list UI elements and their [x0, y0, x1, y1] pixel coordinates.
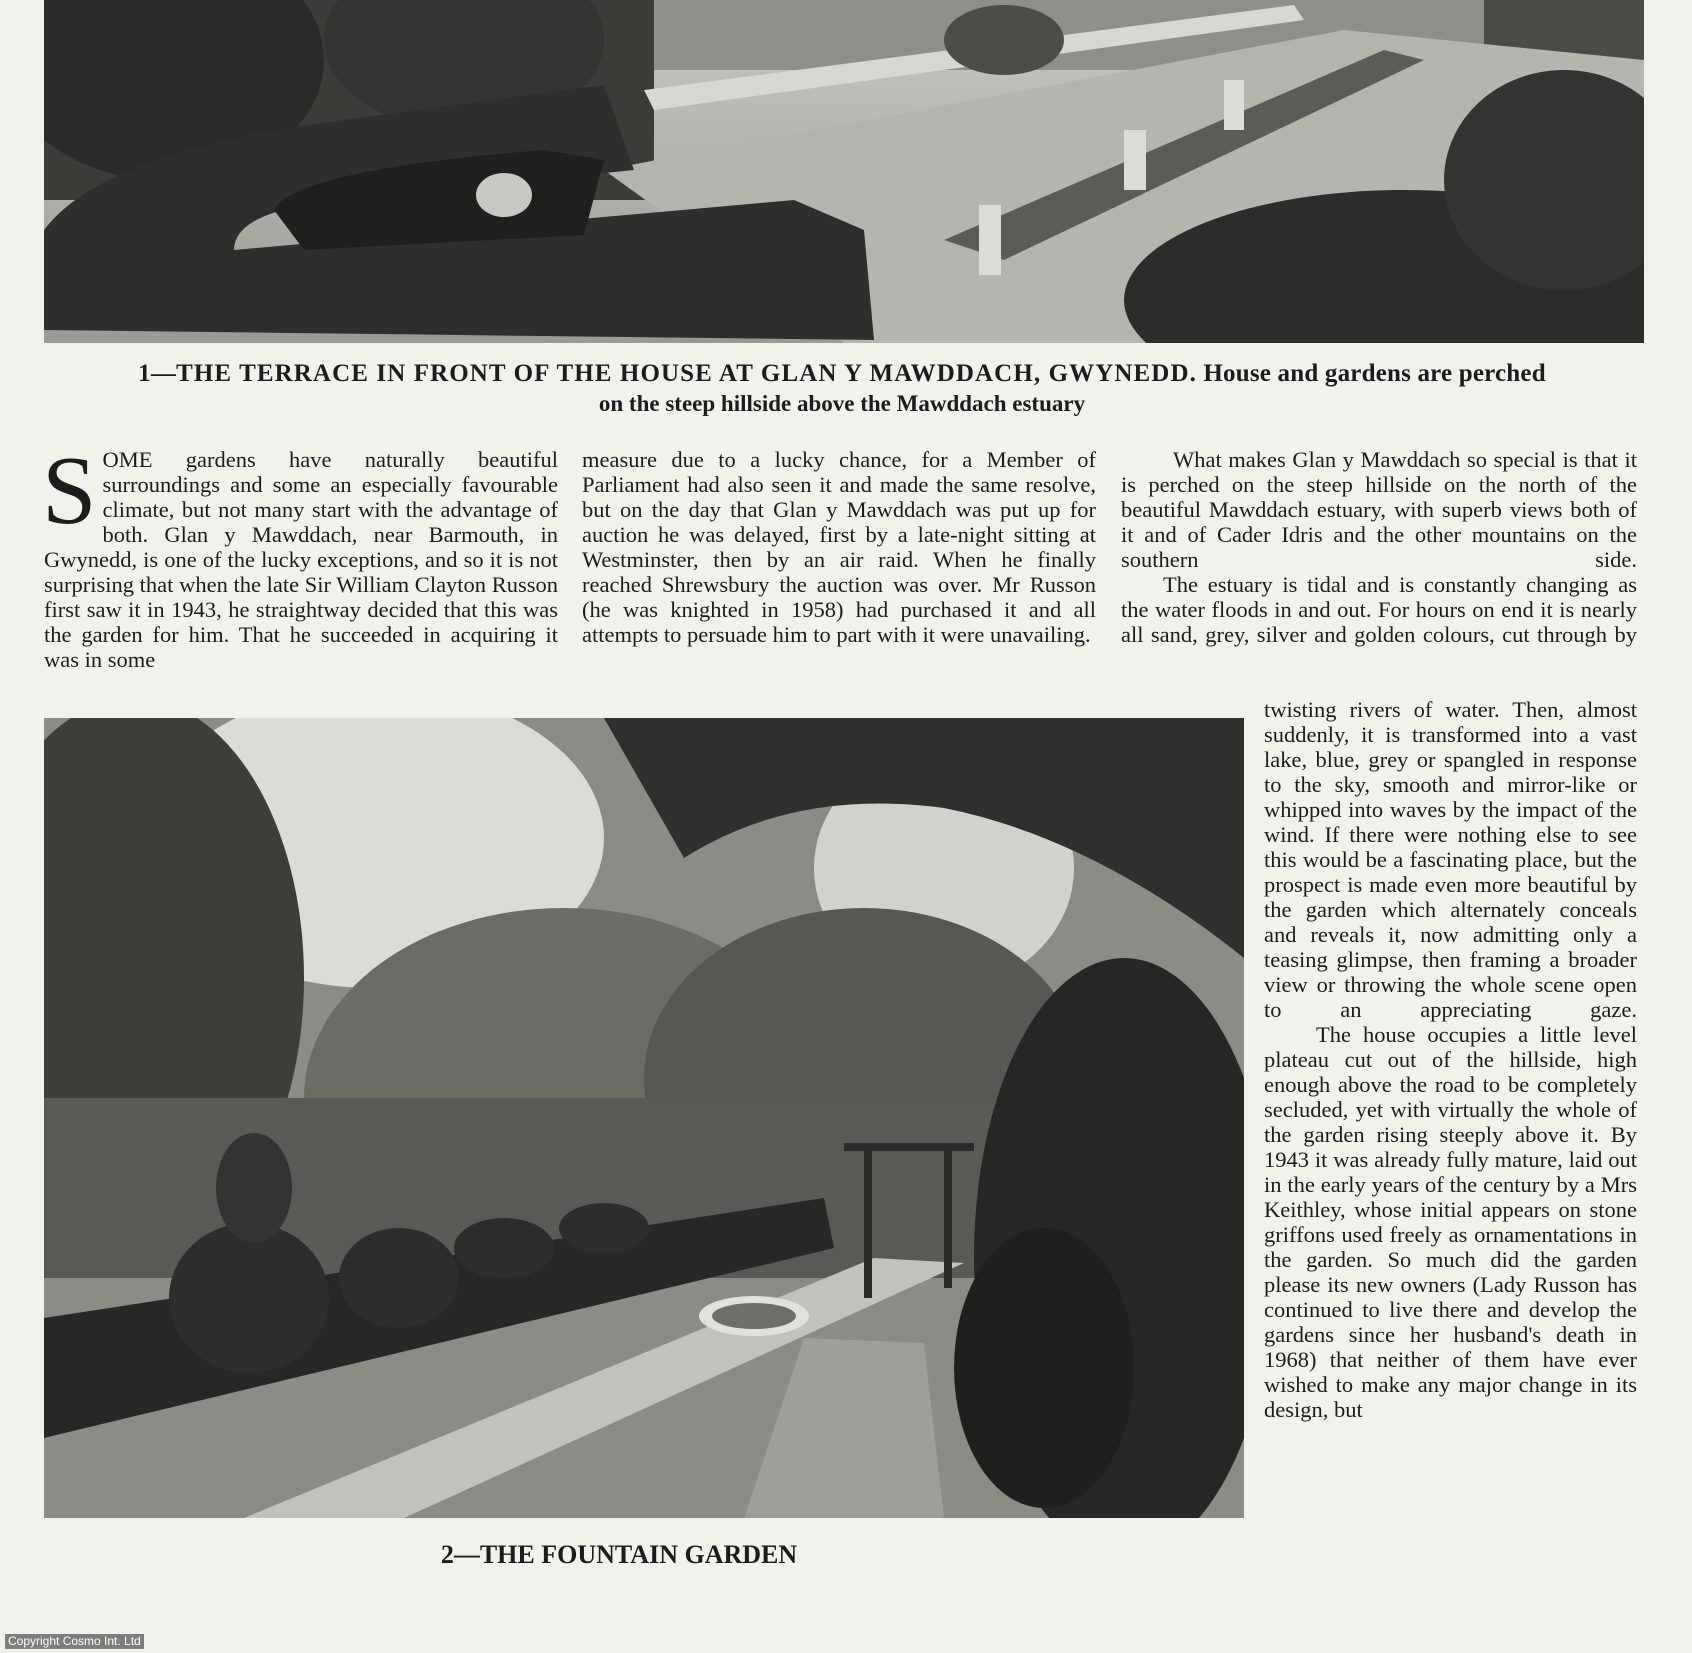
figure-1-caption-number: 1— — [138, 360, 177, 387]
article-column-3 — [1121, 447, 1637, 647]
figure-2-caption: 2—THE FOUNTAIN GARDEN — [440, 1540, 798, 1569]
article-paragraph-4: The house occupies a little level plateau cut out of the hillside, high enough above the road to be completely secluded, yet with virtually the whole of the garden rising steeply above it. By 1943 it was already fully mature, laid out in the early years of the century by a Mrs Keithley, whose initial appears on stone griffons used freely as ornamentations in the garden. So much did the garden please its new owners (Lady Russon has continued to live there and develop the gardens since her husband's death in 1968) that neither of them have ever wished to make any major change in its design, but — [1264, 1022, 1637, 1422]
article-column-3-narrow — [1264, 697, 1637, 1422]
drop-cap: S — [42, 437, 97, 545]
article-column-1 — [42, 437, 558, 672]
fountain-garden-photo — [44, 718, 1244, 1518]
article-paragraph-3: The estuary is tidal and is constantly changing as the water floods in and out. For hours on end it is nearly all sand, grey, silver and golden colours, cut through by — [1121, 572, 1637, 647]
figure-1-caption-text: House and gardens are perched — [1203, 360, 1546, 387]
article-column-2 — [582, 447, 1096, 647]
article-paragraph-3-continued: twisting rivers of water. Then, almost suddenly, it is transformed into a vast lake, blue, grey or spangled in response to the sky, smooth and mirror-like or whipped into waves by the impact of the wind. If there were nothing else to see this would be a fascinating place, but the prospect is made even more beautiful by the garden which alternately conceals and reveals it, now admitting only a teasing glimpse, then framing a broader view or throwing the whole scene open to an appreciating gaze. — [1264, 697, 1637, 1022]
article-paragraph-2: What makes Glan y Mawddach so special is that it is perched on the steep hillside on the north of the beautiful Mawddach estuary, with superb views both of it and of Cader Idris and the other mountains on the southern side. — [1121, 447, 1637, 572]
article-paragraph-1-continued: measure due to a lucky chance, for a Member of Parliament had also seen it and made the same resolve, but on the day that Glan y Mawddach was put up for auction he was delayed, first by a late-night sitting at Westminster, then by an air raid. When he finally reached Shrewsbury the auction was over. Mr Russon (he was knighted in 1958) had purchased it and all attempts to persuade him to part with it were unavailing. — [582, 447, 1096, 647]
article-paragraph-1: OME gardens have naturally beautiful surroundings and some an especially favourable climate, but not many start with the advantage of both. Glan y Mawddach, near Barmouth, in Gwynedd, is one of the lucky exceptions, and so it is not surprising that when the late Sir William Clayton Russon first saw it in 1943, he straightway decided that this was the garden for him. That he succeeded in acquiring it was in some — [44, 447, 558, 672]
figure-1-caption — [44, 360, 1640, 387]
figure-1-caption-line2: on the steep hillside above the Mawddach estuary — [598, 391, 1086, 416]
terrace-photo — [44, 0, 1644, 343]
copyright-notice: Copyright Cosmo Int. Ltd — [5, 1634, 144, 1649]
figure-1-caption-title: THE TERRACE IN FRONT OF THE HOUSE AT GLAN Y MAWDDACH, GWYNEDD. — [176, 360, 1197, 387]
